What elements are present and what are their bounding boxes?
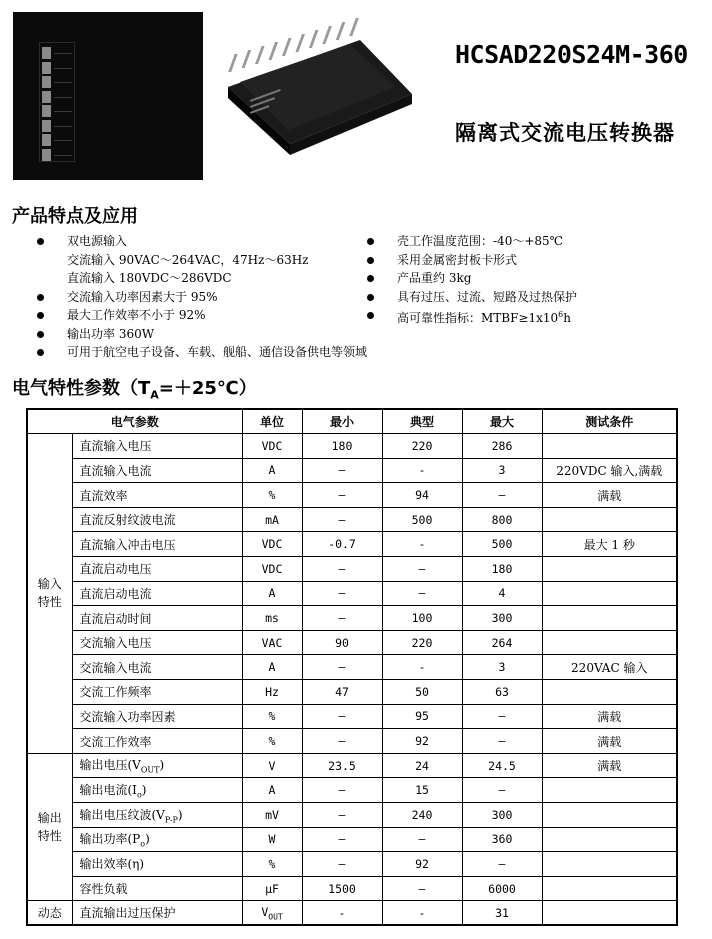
condition-cell (542, 852, 677, 877)
table-row (27, 852, 677, 877)
feature-item (37, 251, 367, 270)
param-name: 直流输入冲击电压 (79, 537, 176, 552)
param-subscript: o (140, 839, 146, 849)
feature-text-suffix: h (563, 311, 571, 325)
max-cell: 6000 (462, 876, 542, 901)
group-label-line: 输出 (37, 811, 62, 826)
param-name: 输出电压纹波(V (79, 807, 165, 822)
min-cell: — (302, 827, 382, 852)
group-label (27, 753, 72, 901)
param-cell (72, 753, 242, 778)
terminal-cell (42, 149, 51, 161)
unit-cell: VDC (242, 434, 302, 459)
bullet-icon (37, 312, 44, 319)
param-cell (72, 729, 242, 754)
features-left-list (37, 232, 367, 362)
param-name: 直流输出过压保护 (79, 906, 176, 921)
unit-cell: ms (242, 606, 302, 631)
bullet-icon (367, 312, 374, 319)
table-row (27, 557, 677, 582)
param-subscript: OUT (140, 765, 160, 775)
param-cell (72, 704, 242, 729)
min-cell: -0.7 (302, 532, 382, 557)
feature-item (37, 232, 367, 251)
min-cell: — (302, 507, 382, 532)
typ-cell: - (382, 655, 462, 680)
param-name: 直流输入电压 (79, 439, 152, 454)
unit-name: V (261, 904, 269, 919)
param-cell (72, 655, 242, 680)
feature-text: 可用于航空电子设备、车载、舰船、通信设备供电等领域 (67, 345, 368, 359)
param-name: 交流输入电流 (79, 660, 152, 675)
unit-cell: A (242, 581, 302, 606)
terminal-strip (39, 42, 75, 162)
feature-item (37, 269, 367, 288)
electrical-heading (12, 374, 257, 402)
typ-cell: 24 (382, 753, 462, 778)
table-row (27, 901, 677, 926)
typ-cell: — (382, 557, 462, 582)
unit-cell: % (242, 483, 302, 508)
feature-text: 产品重约 3kg (397, 271, 472, 285)
condition-cell: 满载 (542, 753, 677, 778)
min-cell: — (302, 729, 382, 754)
typ-cell: 95 (382, 704, 462, 729)
max-cell: 300 (462, 606, 542, 631)
feature-text: 输出功率 360W (67, 326, 155, 341)
max-cell: 264 (462, 630, 542, 655)
param-cell (72, 434, 242, 459)
unit-cell: VDC (242, 532, 302, 557)
feature-superscript: 6 (558, 310, 564, 319)
feature-text: 双电源输入 (67, 234, 128, 248)
param-name: 直流反射纹波电流 (79, 513, 176, 528)
feature-text: 高可靠性指标：MTBF≥1x10 (397, 311, 559, 325)
feature-text: 采用金属密封板卡形式 (397, 252, 518, 267)
condition-cell (542, 557, 677, 582)
terminal-cell (42, 120, 51, 132)
feature-text: 直流输入 180VDC～286VDC (67, 271, 232, 285)
table-row (27, 803, 677, 828)
power-module-photo-icon (220, 12, 420, 172)
param-cell (72, 483, 242, 508)
unit-cell: W (242, 827, 302, 852)
electrical-spec-table (26, 408, 678, 926)
max-cell: 3 (462, 458, 542, 483)
terminal-label-mark (54, 126, 72, 127)
param-name: 直流启动电压 (79, 562, 152, 577)
table-row (27, 778, 677, 803)
condition-cell: 满载 (542, 704, 677, 729)
unit-cell: VDC (242, 557, 302, 582)
max-cell: 800 (462, 507, 542, 532)
condition-cell: 满载 (542, 483, 677, 508)
unit-cell: μF (242, 876, 302, 901)
condition-cell (542, 581, 677, 606)
param-cell (72, 876, 242, 901)
model-number: HCSAD220S24M-360 (455, 40, 688, 69)
col-header-typ: 典型 (382, 409, 462, 434)
group-label-line: 输入 (37, 577, 62, 592)
condition-cell (542, 630, 677, 655)
param-suffix: ) (177, 807, 183, 822)
electrical-heading-sub: A (150, 388, 159, 402)
max-cell: — (462, 704, 542, 729)
feature-item (367, 251, 577, 270)
condition-cell (542, 803, 677, 828)
param-cell (72, 901, 242, 926)
min-cell: — (302, 606, 382, 631)
min-cell: — (302, 704, 382, 729)
min-cell: 1500 (302, 876, 382, 901)
param-cell (72, 827, 242, 852)
feature-item (367, 232, 577, 251)
param-name: 直流启动电流 (79, 586, 152, 601)
min-cell: — (302, 458, 382, 483)
typ-cell: 220 (382, 434, 462, 459)
col-header-param: 电气参数 (27, 409, 242, 434)
feature-text: 交流输入功率因素大于 95% (67, 289, 218, 304)
terminal-label-mark (54, 82, 72, 83)
terminal-label-mark (54, 140, 72, 141)
typ-cell: 50 (382, 680, 462, 705)
col-header-unit: 单位 (242, 409, 302, 434)
max-cell: 31 (462, 901, 542, 926)
max-cell: 286 (462, 434, 542, 459)
group-label (27, 434, 72, 754)
terminal-cell (42, 91, 51, 103)
typ-cell: - (382, 458, 462, 483)
table-row (27, 581, 677, 606)
param-name: 交流输入功率因素 (79, 709, 176, 724)
max-cell: — (462, 483, 542, 508)
electrical-heading-temp: =＋25℃） (158, 378, 257, 399)
param-name: 直流输入电流 (79, 463, 152, 478)
table-row (27, 729, 677, 754)
typ-cell: - (382, 901, 462, 926)
terminal-cell (42, 105, 51, 117)
typ-cell: — (382, 876, 462, 901)
col-header-min: 最小 (302, 409, 382, 434)
param-name: 直流效率 (79, 488, 128, 503)
bullet-icon (37, 331, 44, 338)
typ-cell: 100 (382, 606, 462, 631)
table-row (27, 753, 677, 778)
group-label-line: 特性 (37, 829, 62, 844)
group-label-line: 特性 (37, 595, 62, 610)
param-cell (72, 778, 242, 803)
table-row (27, 876, 677, 901)
table-row (27, 532, 677, 557)
terminal-label-mark (54, 155, 72, 156)
col-header-max: 最大 (462, 409, 542, 434)
typ-cell: 15 (382, 778, 462, 803)
table-row (27, 680, 677, 705)
max-cell: — (462, 729, 542, 754)
max-cell: 500 (462, 532, 542, 557)
typ-cell: 92 (382, 729, 462, 754)
table-row (27, 827, 677, 852)
unit-cell: A (242, 655, 302, 680)
terminal-cell (42, 76, 51, 88)
terminal-label-mark (54, 97, 72, 98)
unit-cell: % (242, 729, 302, 754)
condition-cell: 220VDC 输入,满载 (542, 458, 677, 483)
terminal-label-mark (54, 111, 72, 112)
feature-item (367, 288, 577, 307)
param-cell (72, 606, 242, 631)
bullet-icon (37, 349, 44, 356)
min-cell: — (302, 581, 382, 606)
min-cell: — (302, 483, 382, 508)
bullet-icon (367, 238, 374, 245)
typ-cell: - (382, 532, 462, 557)
condition-cell (542, 901, 677, 926)
feature-text: 具有过压、过流、短路及过热保护 (397, 289, 578, 304)
condition-cell (542, 876, 677, 901)
param-cell (72, 557, 242, 582)
table-row (27, 606, 677, 631)
electrical-heading-text: 电气特性参数（T (12, 378, 151, 399)
min-cell: 90 (302, 630, 382, 655)
param-cell (72, 532, 242, 557)
max-cell: 300 (462, 803, 542, 828)
condition-cell: 满载 (542, 729, 677, 754)
feature-item (37, 288, 367, 307)
feature-text: 壳工作温度范围：-40～+85℃ (397, 234, 564, 248)
param-name: 交流工作频率 (79, 685, 152, 700)
feature-text: 最大工作效率不小于 92% (67, 308, 206, 322)
min-cell: 180 (302, 434, 382, 459)
param-name: 输出电流(I (79, 783, 137, 797)
min-cell: - (302, 901, 382, 926)
min-cell: — (302, 852, 382, 877)
condition-cell (542, 507, 677, 532)
table-row (27, 655, 677, 680)
bullet-icon (367, 294, 374, 301)
unit-cell: mA (242, 507, 302, 532)
param-name: 交流工作效率 (79, 734, 152, 749)
feature-text: 交流输入 90VAC～264VAC，47Hz～63Hz (67, 252, 309, 267)
param-name: 输出功率(P (79, 832, 141, 847)
bullet-icon (367, 275, 374, 282)
terminal-cell (42, 47, 51, 59)
param-cell (72, 630, 242, 655)
param-cell (72, 458, 242, 483)
table-row (27, 630, 677, 655)
unit-cell: V (242, 753, 302, 778)
unit-cell: % (242, 704, 302, 729)
min-cell: — (302, 557, 382, 582)
min-cell: — (302, 655, 382, 680)
typ-cell: — (382, 581, 462, 606)
condition-cell: 最大 1 秒 (542, 532, 677, 557)
unit-cell (242, 901, 302, 926)
min-cell: — (302, 803, 382, 828)
col-header-cond: 测试条件 (542, 409, 677, 434)
param-subscript: o (136, 790, 142, 800)
features-right-list (367, 232, 577, 325)
terminal-label-mark (54, 53, 72, 54)
terminal-board-photo-icon (13, 12, 203, 180)
condition-cell (542, 680, 677, 705)
unit-subscript: OUT (268, 912, 283, 922)
feature-item (37, 325, 367, 344)
table-row (27, 434, 677, 459)
max-cell: 360 (462, 827, 542, 852)
table-row (27, 483, 677, 508)
typ-cell: 94 (382, 483, 462, 508)
param-suffix: ) (159, 758, 165, 773)
param-name: 直流启动时间 (79, 611, 152, 626)
typ-cell: 92 (382, 852, 462, 877)
max-cell: 4 (462, 581, 542, 606)
bullet-icon (37, 294, 44, 301)
param-cell (72, 581, 242, 606)
min-cell: 47 (302, 680, 382, 705)
feature-item (367, 306, 577, 325)
feature-item (37, 343, 367, 362)
bullet-icon (367, 257, 374, 264)
min-cell: — (302, 778, 382, 803)
max-cell: 180 (462, 557, 542, 582)
table-row (27, 458, 677, 483)
group-label (27, 901, 72, 926)
condition-cell (542, 778, 677, 803)
param-cell (72, 803, 242, 828)
max-cell: 3 (462, 655, 542, 680)
product-subtitle: 隔离式交流电压转换器 (455, 121, 675, 145)
features-heading: 产品特点及应用 (12, 206, 138, 227)
feature-item (37, 306, 367, 325)
bullet-icon (37, 238, 44, 245)
param-cell (72, 852, 242, 877)
param-suffix: ) (141, 783, 147, 797)
max-cell: 24.5 (462, 753, 542, 778)
param-subscript: P-P (164, 814, 178, 824)
condition-cell: 220VAC 输入 (542, 655, 677, 680)
unit-cell: Hz (242, 680, 302, 705)
table-header-row (27, 409, 677, 434)
max-cell: — (462, 778, 542, 803)
param-name: 交流输入电压 (79, 636, 152, 651)
param-name: 输出效率(η) (79, 857, 145, 872)
min-cell: 23.5 (302, 753, 382, 778)
terminal-cell (42, 134, 51, 146)
typ-cell: — (382, 827, 462, 852)
unit-cell: A (242, 778, 302, 803)
condition-cell (542, 606, 677, 631)
unit-cell: VAC (242, 630, 302, 655)
table-row (27, 507, 677, 532)
condition-cell (542, 827, 677, 852)
unit-cell: A (242, 458, 302, 483)
table-row (27, 704, 677, 729)
feature-item (367, 269, 577, 288)
terminal-label-mark (54, 68, 72, 69)
typ-cell: 220 (382, 630, 462, 655)
typ-cell: 240 (382, 803, 462, 828)
param-name: 容性负载 (79, 882, 128, 897)
terminal-cell (42, 62, 51, 74)
max-cell: — (462, 852, 542, 877)
param-cell (72, 507, 242, 532)
param-suffix: ) (145, 832, 150, 847)
param-name: 输出电压(V (79, 758, 141, 773)
condition-cell (542, 434, 677, 459)
unit-cell: % (242, 852, 302, 877)
unit-cell: mV (242, 803, 302, 828)
typ-cell: 500 (382, 507, 462, 532)
group-label-line: 动态 (37, 905, 62, 920)
param-cell (72, 680, 242, 705)
max-cell: 63 (462, 680, 542, 705)
